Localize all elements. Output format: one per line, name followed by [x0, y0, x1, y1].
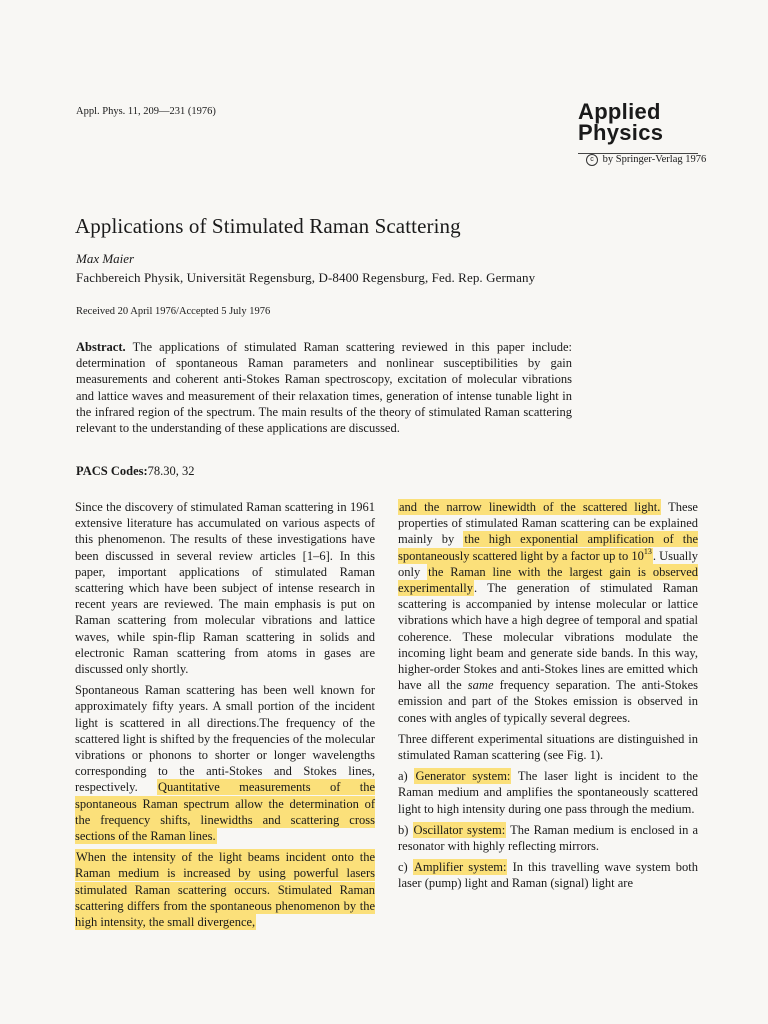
- copyright-icon: c: [586, 154, 598, 166]
- left-column: [75, 499, 375, 935]
- received-date: Received 20 April 1976/Accepted 5 July 1976: [76, 306, 271, 317]
- left-paragraph-2: [75, 682, 375, 844]
- text-span: These properties of stimulated Raman scattering can be explained mainly by: [398, 500, 698, 547]
- highlight-span: Generator system:: [415, 769, 511, 784]
- highlight-span: Oscillator system:: [413, 822, 506, 837]
- left-paragraph-2-text: Spontaneous Raman scattering has been well known for approximately fifty years. A small portion of the incident light is scattered in all directions.The frequency of the scattered light is shifted by the frequencies of the molecular vibrations or phonons to shorter or longer wavelengths corresponding to the anti-Stokes and Stokes lines, respectively.: [75, 683, 375, 795]
- journal-logo-line1: Applied: [578, 99, 661, 124]
- highlight-span: the Raman line with the largest gain is observed experimentally: [398, 564, 698, 596]
- author-affiliation: Fachbereich Physik, Universität Regensburg, D-8400 Regensburg, Fed. Rep. Germany: [76, 270, 536, 285]
- highlight-span: When the intensity of the light beams incident onto the Raman medium is increased by using powerful lasers stimulated Raman scattering occurs. Stimulated Raman scattering differs from the spontaneous phenomenon by the high intensity, the small divergence,: [75, 850, 375, 930]
- exponent: 13: [643, 546, 652, 556]
- text-span: The laser light is incident to the Raman medium and amplifies the spontaneously scattered light to high intensity during one pass through the medium.: [398, 769, 698, 816]
- highlight-span: Quantitative measurements of the spontaneous Raman spectrum allow the determination of the frequency shifts, linewidths and scattering cross sections of the Raman lines.: [75, 780, 375, 844]
- copyright-line: [586, 154, 706, 166]
- text-span: frequency separation. The anti-Stokes emission and part of the Stokes emission is observed in cones with angles of typically several degrees.: [398, 678, 698, 725]
- text-span: In this travelling wave system both laser (pump) light and Raman (signal) light are: [398, 860, 698, 891]
- list-item-generator: [398, 768, 698, 817]
- journal-logo: [578, 101, 718, 143]
- pacs-label: PACS Codes:: [76, 464, 148, 478]
- text-span: . The generation of stimulated Raman scattering is accompanied by intense molecular or lattice vibrations which have a high degree of temporal and spatial coherence. These molecular vibrations modulate the incoming light beam and generate side bands. In this way, higher-order Stokes and anti-Stokes lines are emitted which have all the: [398, 581, 698, 693]
- right-column: [398, 499, 698, 897]
- copyright-text: by Springer-Verlag 1976: [602, 154, 707, 165]
- left-paragraph-1: Since the discovery of stimulated Raman scattering in 1961 extensive literature has accumulated on various aspects of this phenomenon. The results of these investigations have been discussed in several review articles [1–6]. In this paper, important applications of stimulated Raman scattering which have been subject of intense research in recent years are reviewed. The main emphasis is put on Raman scattering from molecular vibrations and lattice waves, while spin-flip Raman scattering in solids and electronic Raman scattering from atoms in gases are discussed only shortly.: [75, 500, 375, 677]
- list-item-oscillator: [398, 822, 698, 854]
- right-paragraph-2: Three different experimental situations are distinguished in stimulated Raman scattering (see Fig. 1).: [398, 731, 698, 763]
- journal-logo-line2: Physics: [578, 120, 664, 145]
- list-marker: a): [398, 769, 415, 784]
- journal-citation: Appl. Phys. 11, 209—231 (1976): [76, 106, 216, 117]
- right-paragraph-1: [398, 499, 698, 726]
- paper-title: Applications of Stimulated Raman Scattering: [75, 214, 461, 238]
- author-name: Max Maier: [76, 251, 135, 266]
- abstract: [76, 339, 572, 436]
- text-span: . Usually only: [398, 548, 698, 579]
- list-item-amplifier: [398, 859, 698, 891]
- text-span: The Raman medium is enclosed in a resonator with highly reflecting mirrors.: [398, 822, 698, 854]
- list-marker: b): [398, 822, 413, 837]
- emphasis-span: same: [467, 678, 494, 693]
- abstract-text: The applications of stimulated Raman scattering reviewed in this paper include: determination of spontaneous Raman parameters and nonlinear susceptibilities by gain measurements and coherent anti-Stokes Raman spectroscopy, excitation of molecular vibrations and lattice waves and measurement of their relaxation times, generation of intense tunable light in the infrared region of the spectrum. The main results of the theory of stimulated Raman scattering relevant to the understanding of these applications are discussed.: [76, 340, 572, 436]
- pacs-codes: [76, 464, 195, 479]
- highlight-span: and the narrow linewidth of the scattered light.: [399, 500, 661, 514]
- list-marker: c): [398, 860, 413, 875]
- abstract-label: Abstract.: [76, 340, 126, 354]
- pacs-value: 78.30, 32: [147, 464, 195, 478]
- highlight-span: Amplifier system:: [413, 860, 507, 875]
- text-span: the high exponential amplification of the spontaneously scattered light by a factor up to 10: [398, 532, 698, 563]
- left-paragraph-3: [75, 849, 375, 930]
